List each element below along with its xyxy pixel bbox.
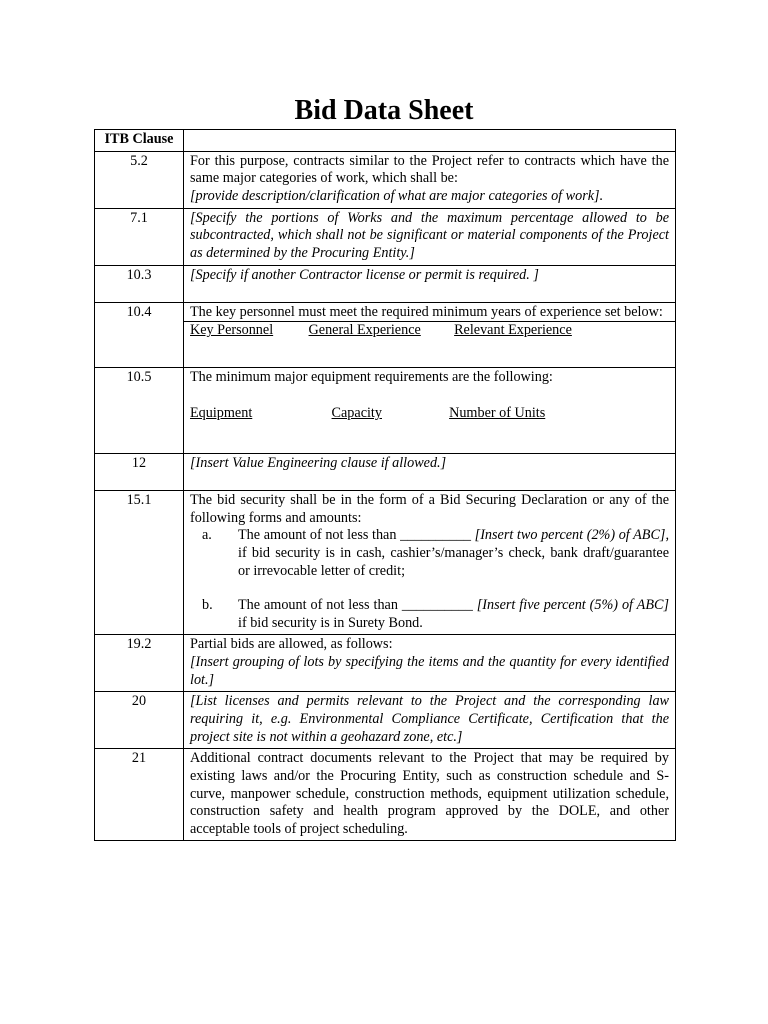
clause-content — [184, 635, 676, 692]
option-a-text: The amount of not less than __________ — [238, 527, 472, 544]
clause-instruction: [List licenses and permits relevant to the Project and the corresponding law requiring it, e.g. Environmental Compliance Certificate, Certification that the project site is not within a geohazard zone, etc.] — [190, 693, 669, 745]
clause-number: 7.1 — [95, 208, 184, 265]
option-a-label: a. — [202, 527, 212, 544]
column-equipment: Equipment — [190, 404, 253, 421]
clause-content — [184, 151, 676, 208]
clause-content — [184, 265, 676, 302]
column-number-of-units: Number of Units — [449, 404, 546, 421]
equipment-columns — [190, 405, 669, 423]
clause-number: 21 — [95, 749, 184, 841]
clause-number: 5.2 — [95, 151, 184, 208]
table-header-row — [95, 130, 676, 152]
table-row — [95, 491, 676, 635]
table-row — [95, 749, 676, 841]
clause-instruction: [Specify if another Contractor license or permit is required. ] — [190, 266, 539, 283]
option-b-instruction: [Insert five percent (5%) of ABC] — [476, 597, 669, 614]
clause-number: 10.5 — [95, 368, 184, 454]
clause-instruction: [Specify the portions of Works and the maximum percentage allowed to be subcontracted, which shall not be significant or material components of the Project as determined by the Procuring Entity.] — [190, 209, 669, 261]
table-row — [95, 302, 676, 368]
column-key-personnel: Key Personnel — [190, 322, 274, 339]
clause-content — [184, 368, 676, 454]
clause-content — [184, 749, 676, 841]
bid-data-table — [94, 129, 676, 841]
clause-content — [184, 454, 676, 491]
page-title: Bid Data Sheet — [294, 95, 474, 126]
clause-number: 20 — [95, 692, 184, 749]
option-b — [190, 597, 669, 632]
column-relevant-experience: Relevant Experience — [454, 322, 572, 339]
table-row — [95, 454, 676, 491]
column-general-experience: General Experience — [308, 322, 421, 339]
table-row — [95, 635, 676, 692]
clause-text: The minimum major equipment requirements are the following: — [190, 369, 553, 386]
option-a-instruction: [Insert two percent (2%) of ABC], — [474, 527, 669, 544]
table-row — [95, 208, 676, 265]
option-a — [190, 527, 669, 580]
clause-number: 10.4 — [95, 302, 184, 368]
option-b-text: The amount of not less than __________ — [238, 597, 473, 614]
clause-content — [184, 692, 676, 749]
table-row — [95, 151, 676, 208]
option-a-rest: if bid security is in cash, cashier’s/manager’s check, bank draft/guarantee or irrevocable letter of credit; — [238, 544, 669, 579]
clause-text: Additional contract documents relevant to the Project that may be required by existing laws and/or the Procuring Entity, such as construction schedule and S-curve, manpower schedule, construction methods, equipment utilization schedule, construction safety and health program approved by the DOLE, and other acceptable tools of project scheduling. — [190, 750, 669, 837]
table-row — [95, 692, 676, 749]
personnel-columns — [184, 321, 675, 367]
clause-instruction: [provide description/clarification of what are major categories of work]. — [190, 187, 604, 204]
clause-content — [184, 491, 676, 635]
clause-number: 15.1 — [95, 491, 184, 635]
option-b-rest: if bid security is in Surety Bond. — [238, 614, 423, 631]
clause-text: The key personnel must meet the required minimum years of experience set below: — [190, 303, 663, 320]
table-row — [95, 368, 676, 454]
clause-number: 19.2 — [95, 635, 184, 692]
clause-text: Partial bids are allowed, as follows: — [190, 636, 393, 653]
itb-clause-header: ITB Clause — [95, 130, 184, 152]
clause-instruction: [Insert Value Engineering clause if allowed.] — [190, 455, 447, 472]
content-header — [184, 130, 676, 152]
clause-number: 12 — [95, 454, 184, 491]
clause-number: 10.3 — [95, 265, 184, 302]
clause-instruction: [Insert grouping of lots by specifying the items and the quantity for every identified lot.] — [190, 653, 669, 688]
table-row — [95, 265, 676, 302]
clause-content — [184, 302, 676, 368]
option-b-label: b. — [202, 597, 213, 614]
clause-text: The bid security shall be in the form of a Bid Securing Declaration or any of the following forms and amounts: — [190, 492, 669, 526]
column-capacity: Capacity — [331, 404, 382, 421]
clause-text: For this purpose, contracts similar to the Project refer to contracts which have the same major categories of work, which shall be: — [190, 152, 669, 187]
clause-content — [184, 208, 676, 265]
